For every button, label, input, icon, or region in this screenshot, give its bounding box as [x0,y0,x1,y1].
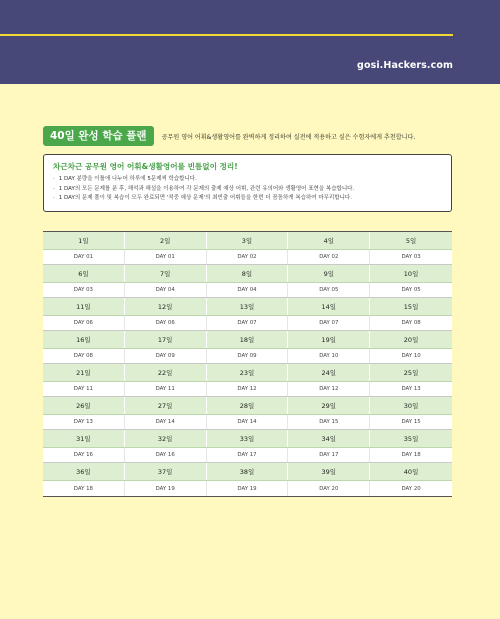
schedule-day-cell: 17일 [125,331,207,348]
schedule-day-cell: 40일 [403,468,419,476]
schedule-day-cell: 21일 [43,364,125,381]
schedule-day-cell: 5일 [405,237,417,245]
schedule-unit-row [43,349,452,364]
schedule-unit-row [43,382,452,397]
schedule-day-cell: 25일 [403,369,419,377]
schedule-unit-cell: DAY 17 [288,448,370,462]
schedule-day-cell: 23일 [207,364,289,381]
schedule-day-cell: 14일 [288,298,370,315]
schedule-unit-cell: DAY 11 [43,382,125,396]
schedule-day-cell: 29일 [288,397,370,414]
schedule-day-row [43,430,452,448]
schedule-day-row [43,265,452,283]
schedule-day-cell: 24일 [288,364,370,381]
schedule-unit-cell: DAY 02 [288,250,370,264]
schedule-unit-cell: DAY 13 [43,415,125,429]
schedule-day-cell: 37일 [125,463,207,480]
schedule-unit-cell: DAY 14 [207,415,289,429]
info-item: · 1 DAY의 모든 문제를 푼 후, 해석과 해설을 이용하여 각 문제의 출제 예상 어휘, 관련 유의어와 생활영어 표현을 복습합니다. [53,185,355,192]
schedule-day-cell: 33일 [207,430,289,447]
header-accent-line [0,34,453,36]
schedule-unit-cell: DAY 03 [401,254,421,260]
schedule-unit-row [43,448,452,463]
schedule-day-cell: 10일 [403,270,419,278]
schedule-unit-cell: DAY 08 [43,349,125,363]
schedule-unit-cell: DAY 03 [43,283,125,297]
schedule-unit-cell: DAY 13 [401,386,421,392]
schedule-unit-cell: DAY 14 [125,415,207,429]
schedule-day-row [43,364,452,382]
info-item-text: 1 DAY의 모든 문제를 푼 후, 해석과 해설을 이용하여 각 문제의 출제 예상 어휘, 관련 유의어와 생활영어 표현을 복습합니다. [58,185,355,192]
schedule-day-cell: 9일 [288,265,370,282]
schedule-unit-cell: DAY 09 [207,349,289,363]
plan-heading [43,126,463,146]
schedule-unit-cell: DAY 15 [288,415,370,429]
schedule-unit-cell: DAY 17 [207,448,289,462]
schedule-unit-cell: DAY 12 [288,382,370,396]
schedule-unit-cell: DAY 05 [401,287,421,293]
page-header [0,0,500,84]
schedule-unit-cell: DAY 07 [288,316,370,330]
schedule-day-cell: 7일 [125,265,207,282]
schedule-day-cell: 19일 [288,331,370,348]
site-url: gosi.Hackers.com [357,60,453,71]
schedule-unit-row [43,250,452,265]
schedule-day-cell: 36일 [43,463,125,480]
schedule-day-cell: 35일 [403,435,419,443]
schedule-unit-cell: DAY 16 [43,448,125,462]
schedule-day-cell: 8일 [207,265,289,282]
schedule-day-cell: 30일 [403,402,419,410]
schedule-unit-cell: DAY 11 [125,382,207,396]
schedule-unit-row [43,283,452,298]
schedule-day-row [43,397,452,415]
schedule-table [43,231,452,497]
schedule-day-row [43,298,452,316]
schedule-day-cell: 26일 [43,397,125,414]
schedule-unit-row [43,316,452,331]
schedule-unit-cell: DAY 10 [401,353,421,359]
schedule-unit-cell: DAY 06 [43,316,125,330]
schedule-unit-row [43,415,452,430]
schedule-day-cell: 34일 [288,430,370,447]
schedule-unit-cell: DAY 19 [125,481,207,496]
schedule-day-cell: 28일 [207,397,289,414]
schedule-day-cell: 18일 [207,331,289,348]
schedule-unit-cell: DAY 04 [125,283,207,297]
schedule-day-cell: 31일 [43,430,125,447]
schedule-day-cell: 11일 [43,298,125,315]
schedule-unit-cell: DAY 05 [288,283,370,297]
schedule-unit-cell: DAY 18 [401,452,421,458]
schedule-unit-cell: DAY 08 [401,320,421,326]
schedule-unit-cell: DAY 01 [125,250,207,264]
schedule-unit-row [43,481,452,496]
schedule-day-cell: 13일 [207,298,289,315]
info-item: · 1 DAY 분량을 이틀에 나누어 하루에 5문제씩 학습합니다. [53,176,197,182]
schedule-unit-cell: DAY 04 [207,283,289,297]
info-item-text: 1 DAY 분량을 이틀에 나누어 하루에 5문제씩 학습합니다. [58,176,197,182]
schedule-unit-cell: DAY 01 [43,250,125,264]
schedule-unit-cell: DAY 18 [43,481,125,496]
schedule-day-cell: 4일 [288,232,370,249]
schedule-unit-cell: DAY 10 [288,349,370,363]
schedule-day-cell: 16일 [43,331,125,348]
schedule-unit-cell: DAY 20 [401,485,421,492]
schedule-day-cell: 1일 [43,232,125,249]
schedule-day-row [43,232,452,250]
schedule-unit-cell: DAY 07 [207,316,289,330]
schedule-day-row [43,331,452,349]
schedule-day-cell: 20일 [403,336,419,344]
study-info-box [43,154,452,212]
schedule-unit-cell: DAY 15 [401,419,421,425]
schedule-day-cell: 3일 [207,232,289,249]
schedule-unit-cell: DAY 12 [207,382,289,396]
schedule-unit-cell: DAY 02 [207,250,289,264]
info-item: · 1 DAY의 문제 풀이 및 복습이 모두 완료되면 '적중 예상 문제'의 최빈출 어휘들을 한번 더 꼼꼼하게 복습하여 마무리합니다. [53,195,352,202]
schedule-day-row [43,463,452,481]
info-title: 차근차근 공무원 영어 어휘&생활영어를 빈틈없이 정리! [53,162,238,171]
schedule-day-cell: 12일 [125,298,207,315]
schedule-unit-cell: DAY 19 [207,481,289,496]
schedule-day-cell: 22일 [125,364,207,381]
schedule-day-cell: 32일 [125,430,207,447]
schedule-unit-cell: DAY 20 [288,481,370,496]
schedule-day-cell: 6일 [43,265,125,282]
plan-title-badge: 40일 완성 학습 플랜 [43,126,154,146]
schedule-unit-cell: DAY 09 [125,349,207,363]
schedule-day-cell: 15일 [403,303,419,311]
plan-description: 공무원 영어 어휘&생활영어를 완벽하게 정리하여 실전에 적용하고 싶은 수험자에게 추천합니다. [161,133,416,141]
schedule-unit-cell: DAY 16 [125,448,207,462]
schedule-day-cell: 2일 [125,232,207,249]
schedule-unit-cell: DAY 06 [125,316,207,330]
schedule-day-cell: 27일 [125,397,207,414]
schedule-day-cell: 39일 [288,463,370,480]
schedule-day-cell: 38일 [207,463,289,480]
info-item-text: 1 DAY의 문제 풀이 및 복습이 모두 완료되면 '적중 예상 문제'의 최빈출 어휘들을 한번 더 꼼꼼하게 복습하여 마무리합니다. [58,195,352,202]
